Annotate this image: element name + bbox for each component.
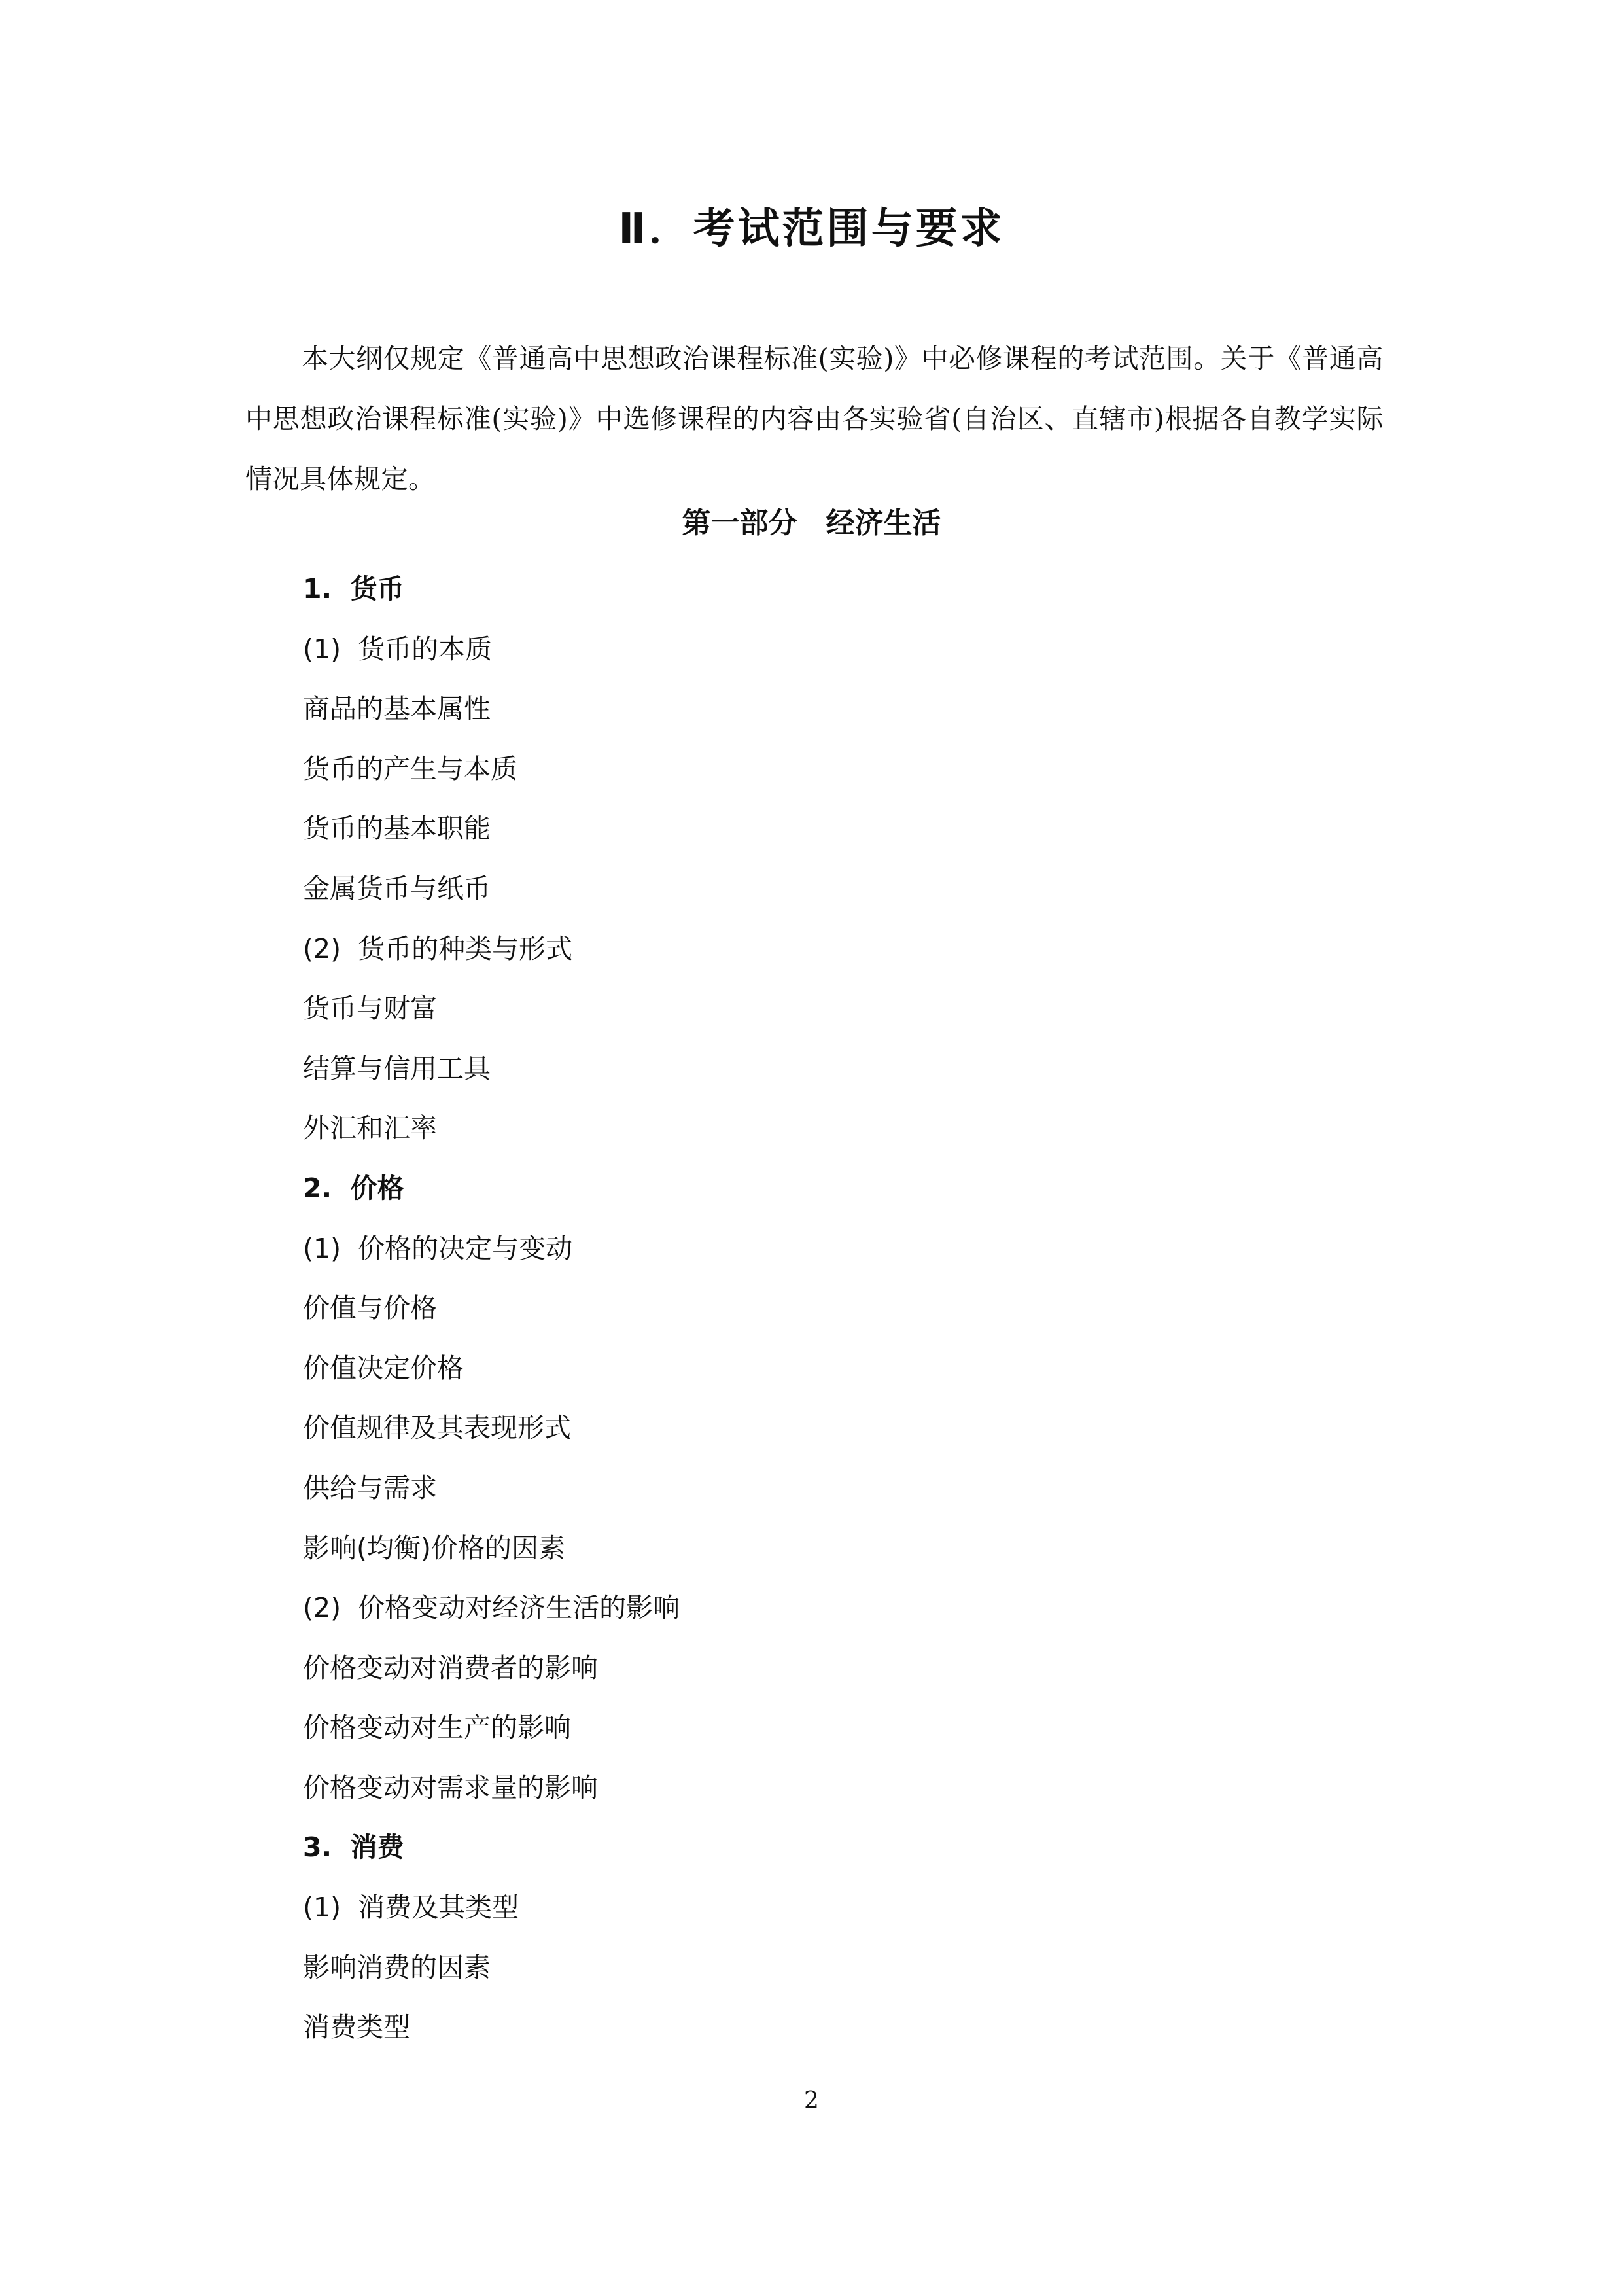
outline-item: 货币的基本职能 bbox=[303, 813, 491, 845]
page-number: 2 bbox=[804, 2087, 819, 2114]
outline-item: 外汇和汇率 bbox=[303, 1112, 437, 1144]
outline-item: 价值规律及其表现形式 bbox=[303, 1412, 571, 1444]
outline-item: 2. 价格 bbox=[303, 1172, 404, 1204]
outline-item: (1) 消费及其类型 bbox=[303, 1892, 519, 1924]
outline-item: (1) 货币的本质 bbox=[303, 633, 493, 665]
section-title: Ⅱ．考试范围与要求 bbox=[618, 205, 1005, 253]
outline-item: 价值决定价格 bbox=[303, 1352, 464, 1384]
outline-item: 价格变动对生产的影响 bbox=[303, 1712, 571, 1744]
outline-item: 影响(均衡)价格的因素 bbox=[303, 1532, 565, 1564]
outline-item: 价格变动对消费者的影响 bbox=[303, 1651, 598, 1684]
outline-item: (2) 货币的种类与形式 bbox=[303, 932, 573, 964]
outline-item: 金属货币与纸币 bbox=[303, 872, 491, 904]
outline-item: 商品的基本属性 bbox=[303, 693, 491, 725]
outline-item: 消费类型 bbox=[303, 2011, 410, 2043]
outline-item: 货币的产生与本质 bbox=[303, 752, 517, 785]
outline-item: 结算与信用工具 bbox=[303, 1052, 491, 1084]
outline-item: (2) 价格变动对经济生活的影响 bbox=[303, 1592, 680, 1624]
outline-item: 价格变动对需求量的影响 bbox=[303, 1771, 598, 1803]
outline-item: 货币与财富 bbox=[303, 993, 437, 1025]
outline-item: 供给与需求 bbox=[303, 1472, 437, 1504]
outline-item: 1. 货币 bbox=[303, 573, 404, 605]
part-heading: 第一部分 经济生活 bbox=[682, 506, 941, 540]
outline-item: 价值与价格 bbox=[303, 1292, 437, 1324]
intro-paragraph: 本大纲仅规定《普通高中思想政治课程标准(实验)》中必修课程的考试范围。关于《普通高中思想政治课程标准(实验)》中选修课程的内容由各实验省(自治区、直辖市)根据各自教学实际情况具体规定。 bbox=[245, 343, 1384, 495]
outline-item: (1) 价格的决定与变动 bbox=[303, 1232, 573, 1264]
syllabus-outline bbox=[303, 559, 1376, 2057]
outline-item: 3. 消费 bbox=[303, 1831, 404, 1863]
outline-item: 影响消费的因素 bbox=[303, 1951, 491, 1983]
